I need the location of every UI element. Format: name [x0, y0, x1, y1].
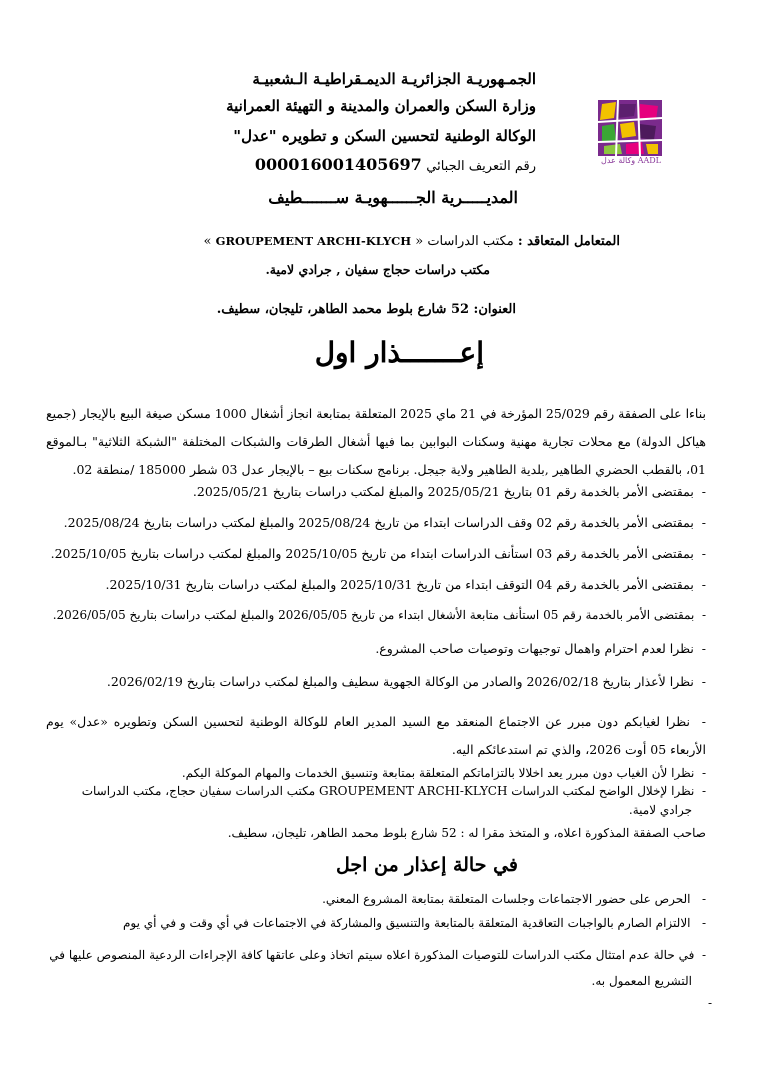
agency-title: الوكالة الوطنية لتحسين السكن و تطويره "عدل"	[233, 127, 536, 145]
logo-caption: وكالة عدل AADL	[601, 156, 661, 165]
list-item: - نظرا لعدم احترام واهمال توجيهات وتوصيات صاحب المشروع.	[375, 641, 706, 656]
contractor-members: مكتب دراسات حجاج سفيان , جرادي لامية.	[265, 262, 490, 277]
list-item: - نظرا لإخلال الواضح لمكتب الدراسات GROUPEMENT ARCHI-KLYCH مكتب الدراسات سفيان حجاج، مكتب الدراسات جرادي لامية.	[81, 784, 706, 817]
breach-list	[46, 764, 706, 820]
office-name: GROUPEMENT ARCHI-KLYCH	[215, 234, 412, 248]
absence-paragraph: - نظرا لغيابكم دون مبرر عن الاجتماع المنعقد مع السيد المدير العام للوكالة الوطنية لتحسين السكن وتطويره «عدل» يوم الأربعاء 05 أوت 2026، والذي تم استدعائكم اليه.	[46, 714, 706, 757]
regional-directorate: المديـــــرية الجــــــهويـة ســـــــطيف	[268, 188, 518, 207]
list-item: - نظرا لأن الغياب دون مبرر يعد اخلالا بالتزاماتكم المتعلقة بمتابعة وتنسيق الخدمات والمهام الموكلة اليكم.	[181, 766, 706, 780]
office-suffix: »	[203, 234, 212, 249]
contractor-label: المتعامل المتعاقد :	[517, 234, 620, 249]
obligations-list	[46, 892, 706, 994]
list-item: - الالتزام الصارم بالواجبات التعاقدية المتعلقة بالمتابعة والتنسيق والمشاركة في الاجتماعات في أي وقت و في أي يوم	[123, 916, 706, 930]
list-item: - الحرص على حضور الاجتماعات وجلسات المتعلقة بمتابعة المشروع المعني.	[322, 892, 706, 906]
ministry-title: وزارة السكن والعمران والمدينة و التهيئة العمرانية	[226, 97, 536, 115]
list-item: - بمقتضى الأمر بالخدمة رقم 01 بتاريخ 2025/05/21 والمبلغ لمكتب دراسات بتاريخ 2025/05/21.	[192, 484, 706, 499]
list-item: - نظرا لأعذار بتاريخ 2026/02/18 والصادر من الوكالة الجهوية سطيف والمبلغ لمكتب دراسات بتاريخ 2026/02/19.	[106, 674, 706, 689]
notice-title: إعـــــــذار اول	[314, 336, 484, 369]
intro-paragraph: بناءا على الصفقة رقم 25/029 المؤرخة في 21 ماي 2025 المتعلقة بمتابعة انجاز أشغال 1000 مسكن صيغة البيع بالإيجار (جميع هياكل الدولة) مع محلات تجارية مهنية وسكنات البوابين بما فيها أشغال الطرقات والشبكات المختلفة "الشبكة الثلاثية" بـالموقع 01، بالقطب الحضري الطاهير ,بلدية الطاهير ولاية جيجل. برنامج سكنات بيع – بالإيجار عدل 03 شطر 185000 /منطقة 02.	[45, 406, 706, 477]
list-item: - بمقتضى الأمر بالخدمة رقم 03 استأنف الدراسات ابتداء من تاريخ 2025/10/05 والمبلغ لمكتب دراسات بتاريخ 2025/10/05.	[50, 546, 706, 561]
aadl-logo	[594, 96, 666, 168]
order-list	[46, 484, 706, 707]
tax-id-line	[255, 155, 536, 174]
list-item: - بمقتضى الأمر بالخدمة رقم 02 وقف الدراسات ابتداء من تاريخ 2025/08/24 والمبلغ لمكتب دراسات بتاريخ 2025/08/24.	[63, 515, 706, 530]
trailing-dash: -	[707, 996, 712, 1010]
list-item: - بمقتضى الأمر بالخدمة رقم 04 التوقف ابتداء من تاريخ 2025/10/31 والمبلغ لمكتب دراسات بتاريخ 2025/10/31.	[105, 577, 706, 592]
republic-title: الجمـهوريـة الجزائريـة الديمـقراطيـة الـشعبيـة	[252, 70, 536, 88]
list-item: - بمقتضى الأمر بالخدمة رقم 05 استأنف متابعة الأشغال ابتداء من تاريخ 2026/05/05 والمبلغ لمكتب دراسات بتاريخ 2026/05/05.	[52, 608, 706, 622]
contractor-address: العنوان: 52 شارع بلوط محمد الطاهر، تليجان، سطيف.	[216, 302, 516, 317]
office-prefix: مكتب الدراسات «	[415, 234, 514, 249]
owner-line: صاحب الصفقة المذكورة اعلاه، و المتخذ مقرا له : 52 شارع بلوط محمد الطاهر، تليجان، سطيف.	[227, 826, 706, 840]
section-subtitle: في حالة إعذار من اجل	[336, 854, 518, 876]
tax-id-number: 000016001405697	[254, 155, 422, 174]
tax-id-label: رقم التعريف الجبائي	[426, 159, 536, 174]
contractor-line	[204, 234, 620, 249]
list-item: - في حالة عدم امتثال مكتب الدراسات للتوصيات المذكورة اعلاه سيتم اتخاذ وعلى عاتقها كافة الإجراءات الردعية المنصوص عليها في التشريع المعمول به.	[49, 948, 706, 988]
